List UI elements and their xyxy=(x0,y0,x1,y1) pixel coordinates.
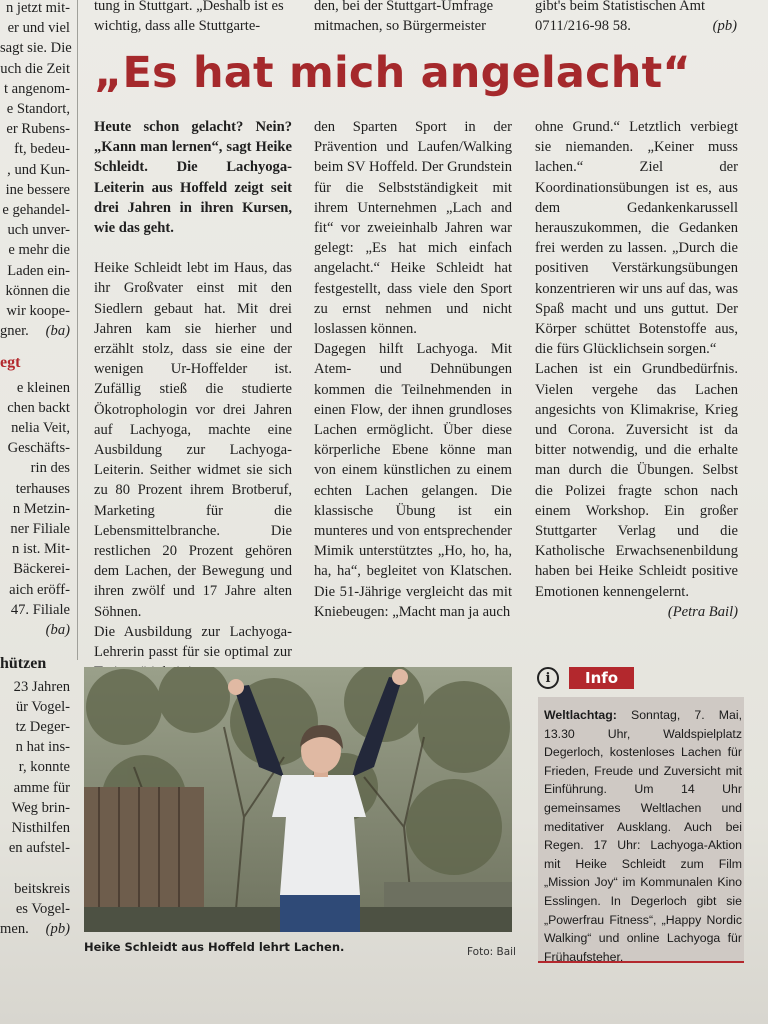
article-column-2 xyxy=(314,117,512,622)
left-column-line: Geschäfts- xyxy=(7,440,70,457)
left-column-line: e Standort, xyxy=(6,101,70,118)
article-paragraph: Die Ausbildung zur Lachyoga-Lehrerin passt für sie optimal zur xyxy=(94,623,292,661)
info-lead: Weltlachtag: xyxy=(544,708,617,722)
left-column-line: können die xyxy=(5,282,70,299)
left-column-sig1: (ba) xyxy=(45,323,70,340)
top-strip-phone: 0711/216-98 58. xyxy=(535,18,631,34)
left-column-line: uch unver- xyxy=(7,222,70,239)
info-header xyxy=(537,667,634,689)
left-column-line: uch die Zeit xyxy=(0,60,70,77)
left-column-sig1-text: gner. xyxy=(0,323,29,340)
article-column-1 xyxy=(94,117,292,682)
left-column-line: ür Vogel- xyxy=(15,698,70,715)
article-author: (Petra Bail) xyxy=(667,603,738,620)
left-column-line: e gehandel- xyxy=(2,202,70,219)
photo-illustration xyxy=(84,667,512,932)
left-column-line: en aufstel- xyxy=(8,840,70,857)
left-column-line: e mehr die xyxy=(8,242,70,259)
left-column-line: amme für xyxy=(13,779,70,796)
left-column-line: nelia Veit, xyxy=(11,420,70,437)
left-column-line: n jetzt mit- xyxy=(5,0,70,16)
column-rule xyxy=(77,0,78,660)
left-column-sig3-text: men. xyxy=(0,920,29,937)
article-paragraph: Dagegen hilft Lachyoga. Mit Atem- und Dehnübungen kommen die Teilnehmenden in einen Flow, der ihnen grundloses Lachen ermöglicht. Über diese körperliche Ebene könne man von einem künstlichen zu einem echten Lachen gelangen. Die klassische Übung ist ein munteres und von entsprechender Mimik unterstütztes „Ho, ho, ha, ha, ha“, begleitet von Klatschen. Die 51-Jährige vergleicht das mit Kniebeugen: „Macht man ja auch xyxy=(314,341,512,620)
left-column-line xyxy=(0,858,70,878)
left-column-line: es Vogel- xyxy=(15,900,70,917)
top-strip-col3: den, bei der Stuttgart-Umfrage mitmachen, so Bürgermeister xyxy=(314,0,494,34)
left-column-sig3: (pb) xyxy=(45,920,70,937)
left-column-subhead: hützen xyxy=(0,655,47,673)
left-column-line: 23 Jahren xyxy=(13,678,70,695)
top-strip-col4-line1: gibt's beim Statistischen Amt xyxy=(535,0,706,14)
left-column-text-block-2 xyxy=(0,378,70,620)
left-column-line: 47. Filiale xyxy=(10,601,70,618)
article-headline: „Es hat mich angelacht“ xyxy=(94,48,691,98)
left-column-line: n Metzin- xyxy=(12,500,70,517)
left-column-line: tz Deger- xyxy=(15,718,70,735)
left-column-line: chen backt xyxy=(7,399,70,416)
info-text: Sonntag, 7. Mai, 13.30 Uhr, Waldspielplatz Degerloch, kostenloses Lachen für Frieden, Freude und Zuversicht mit Einführung. Um 14 Uhr gemeinsames Weltlachen und meditativer Ausklang. Auch bei Regen. 17 Uhr: Lachyoga-Aktion mit Heike Schleidt zum Film „Mission Joy“ im Kommunalen Kino Esslingen. In Degerloch gibt sie „Powerfrau Fitness“, „Happy Nordic Walking“ und online Lachyoga für Frühaufsteher. xyxy=(544,708,742,964)
left-column-line: , und Kun- xyxy=(7,161,70,178)
left-column-line: rin des xyxy=(30,460,70,477)
left-column-line: Nisthilfen xyxy=(11,819,70,836)
left-column-kicker: egt xyxy=(0,354,21,372)
left-column-line: Bäckerei- xyxy=(13,561,70,578)
left-column-line: r, konnte xyxy=(18,759,70,776)
left-column-line: er und viel xyxy=(7,20,70,37)
info-icon: i xyxy=(537,667,559,689)
top-strip-signature: (pb) xyxy=(712,18,737,34)
article-paragraph: Heike Schleidt lebt im Haus, das ihr Großvater einst mit den Siedlern gebaut hat. Mit drei Jahren kam sie hierher und erzählt stolz, dass sie eine der wenigen Ur-Hoffelder ist. Zufällig stieß die studierte Ökotrophologin vor drei Jahren auf Lachyoga, machte eine Ausbildung zur Lachyoga-Leiterin. Seither widmet sie sich zu 80 Prozent ihrem Brotberuf, Marketing für die Lebensmittelbranche. Die restlichen 20 Prozent gehören dem Lachen, der Bewegung und ihren zwölf und 17 Jahre alten Söhnen. xyxy=(94,260,292,620)
left-column-line: sagt sie. Die xyxy=(0,40,72,57)
left-column-line: n hat ins- xyxy=(15,739,70,756)
left-column-sig2: (ba) xyxy=(45,622,70,639)
article-paragraph: ohne Grund.“ Letztlich verbiegt sie niemanden. „Keiner muss lachen.“ Ziel der Koordinationsübungen ist es, aus dem Gedankenkarussell herauszukommen, die Gedanken frei werden zu lassen. „Durch die positiven Verstärkungsübungen konzentrieren wir uns auf das, was Spaß macht und uns guttut. Der Körper schüttet Botenstoffe aus, die fürs Glücklichsein sorgen.“ xyxy=(535,119,738,358)
left-column-line: t angenom- xyxy=(3,80,70,97)
left-column-line: aich eröff- xyxy=(9,581,70,598)
article-column-3 xyxy=(535,117,738,622)
article-paragraph: den Sparten Sport in der Prävention und Laufen/Walking beim SV Hoffeld. Der Grundstein für die Selbstständigkeit mit ihrem Unternehmen „Lach and fit“ vor zweieinhalb Jahren war gelegt: „Es hat mich einfach angelacht.“ Heike Schleidt hat festgestellt, dass viele den Sport zu ernst nehmen und nicht loslassen können. xyxy=(314,119,512,338)
top-strip-col4 xyxy=(535,0,737,36)
left-column-line: ft, bedeu- xyxy=(14,141,70,158)
photo-caption: Heike Schleidt aus Hoffeld lehrt Lachen. xyxy=(84,940,345,954)
photo-credit: Foto: Bail xyxy=(467,946,516,958)
article-lead: Heute schon gelacht? Nein? „Kann man lernen“, sagt Heike Schleidt. Die Lachyoga-Leiterin aus Hoffeld zeigt seit drei Jahren in ihren Kursen, wie das geht. xyxy=(94,119,292,237)
left-column-line: Laden ein- xyxy=(7,262,70,279)
top-strip-col2: tung in Stuttgart. „Deshalb ist es wichtig, dass alle Stuttgarte- xyxy=(94,0,284,34)
article-paragraph: Lachen ist ein Grundbedürfnis. Vielen vergehe das Lachen angesichts von Klimakrise, Krieg und Corona. Zuversicht ist da bitter notwendig, und die erhalte man durch die Übungen. Selbst die Polizei fragte schon nach einem Workshop. Ein großer Stuttgarter Verlag und die Katholische Erwachsenenbildung haben bei Heike Schleidt positive Emotionen kennengelernt. xyxy=(535,361,738,600)
left-column-line: terhauses xyxy=(15,480,70,497)
info-box xyxy=(538,697,744,963)
left-column-line: Weg brin- xyxy=(11,799,70,816)
left-column-line: wir koope- xyxy=(6,303,70,320)
left-column-line: er Rubens- xyxy=(6,121,70,138)
left-column-line: beitskreis xyxy=(14,880,70,897)
article-photo xyxy=(84,667,512,932)
info-label: Info xyxy=(569,667,634,689)
left-column-line: e kleinen xyxy=(16,379,70,396)
left-column-text-block-3 xyxy=(0,677,70,919)
left-column-line: n ist. Mit- xyxy=(12,541,70,558)
left-column-line: ine bessere xyxy=(5,181,70,198)
left-column-line: ner Filiale xyxy=(10,521,70,538)
left-column-text-block-1 xyxy=(0,0,70,321)
left-neighbor-column xyxy=(0,0,70,939)
